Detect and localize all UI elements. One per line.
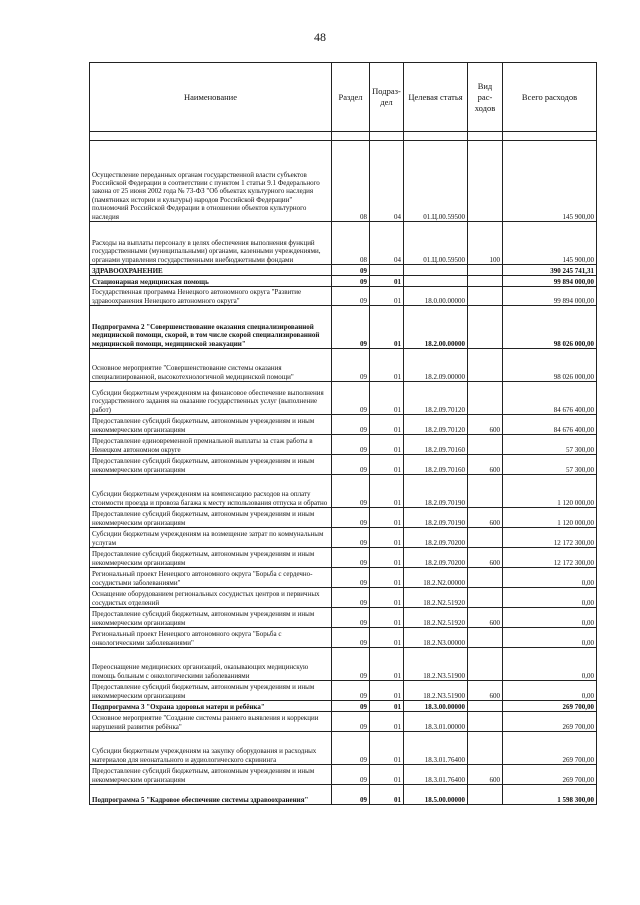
row-section: 09 bbox=[332, 382, 370, 415]
row-expense-type bbox=[468, 349, 503, 382]
row-total: 269 700,00 bbox=[503, 712, 597, 732]
row-target: 18.2.N3.51900 bbox=[404, 681, 468, 701]
header-total: Всего расходов bbox=[503, 63, 597, 132]
row-total: 98 026 000,00 bbox=[503, 306, 597, 349]
row-section: 09 bbox=[332, 276, 370, 287]
table-row bbox=[90, 528, 597, 548]
row-expense-type bbox=[468, 628, 503, 648]
row-target: 18.0.00.00000 bbox=[404, 287, 468, 306]
row-expense-type: 600 bbox=[468, 765, 503, 785]
row-name: Региональный проект Ненецкого автономного округа "Борьба с онкологическими заболеваниями" bbox=[90, 628, 332, 648]
row-section: 09 bbox=[332, 508, 370, 528]
row-subsection: 01 bbox=[370, 732, 404, 765]
row-subsection: 01 bbox=[370, 382, 404, 415]
row-target: 18.2.09.70160 bbox=[404, 455, 468, 475]
table-row bbox=[90, 455, 597, 475]
table-row bbox=[90, 475, 597, 508]
row-target: 18.2.09.70190 bbox=[404, 508, 468, 528]
row-total: 390 245 741,31 bbox=[503, 265, 597, 276]
table-row bbox=[90, 508, 597, 528]
row-name: Основное мероприятие "Совершенствование системы оказания специализированной, высокотехнологичной медицинской помощи" bbox=[90, 349, 332, 382]
table-row bbox=[90, 568, 597, 588]
row-section: 08 bbox=[332, 222, 370, 265]
row-target: 18.3.01.00000 bbox=[404, 712, 468, 732]
row-name: Осуществление переданных органам государственной власти субъектов Российской Федерации в соответствии с пунктом 1 статьи 9.1 Федерального закона от 25 июня 2002 года № 73-ФЗ "Об объектах культурного наследия (памятниках истории и культуры) народов Российской Федерации" полномочий Российской Федерации в отношении объектов культурного наследия bbox=[90, 141, 332, 222]
row-subsection: 01 bbox=[370, 765, 404, 785]
row-name: Предоставление единовременной премиальной выплаты за стаж работы в Ненецком автономном округе bbox=[90, 435, 332, 455]
row-target: 18.5.00.00000 bbox=[404, 785, 468, 805]
row-total: 0,00 bbox=[503, 608, 597, 628]
row-total: 0,00 bbox=[503, 681, 597, 701]
row-section: 09 bbox=[332, 265, 370, 276]
table-body bbox=[90, 132, 597, 805]
row-name: Подпрограмма 2 "Совершенствование оказания специализированной медицинской помощи, скорой, в том числе скорой специализированной медицинской помощи, медицинской эвакуации" bbox=[90, 306, 332, 349]
row-total: 1 120 000,00 bbox=[503, 475, 597, 508]
row-total: 145 900,00 bbox=[503, 222, 597, 265]
row-total: 145 900,00 bbox=[503, 141, 597, 222]
row-target: 01.Ц.00.59500 bbox=[404, 141, 468, 222]
row-subsection: 01 bbox=[370, 648, 404, 681]
row-name: Подпрограмма 5 "Кадровое обеспечение системы здравоохранения" bbox=[90, 785, 332, 805]
row-expense-type bbox=[468, 701, 503, 712]
row-total: 84 676 400,00 bbox=[503, 415, 597, 435]
table-row bbox=[90, 222, 597, 265]
table-row bbox=[90, 765, 597, 785]
row-total: 98 026 000,00 bbox=[503, 349, 597, 382]
row-total: 57 300,00 bbox=[503, 435, 597, 455]
table-header-row bbox=[90, 63, 597, 132]
row-subsection: 01 bbox=[370, 528, 404, 548]
row-expense-type: 600 bbox=[468, 455, 503, 475]
row-total: 0,00 bbox=[503, 568, 597, 588]
row-target: 18.2.09.70120 bbox=[404, 382, 468, 415]
row-section: 09 bbox=[332, 415, 370, 435]
header-subsection: Подраз-дел bbox=[370, 63, 404, 132]
table-row bbox=[90, 349, 597, 382]
row-subsection: 01 bbox=[370, 475, 404, 508]
budget-table bbox=[89, 62, 597, 805]
row-name: Предоставление субсидий бюджетным, автономным учреждениям и иным некоммерческим организациям bbox=[90, 608, 332, 628]
row-name: Предоставление субсидий бюджетным, автономным учреждениям и иным некоммерческим организациям bbox=[90, 415, 332, 435]
header-section: Раздел bbox=[332, 63, 370, 132]
row-total: 84 676 400,00 bbox=[503, 382, 597, 415]
row-subsection: 01 bbox=[370, 608, 404, 628]
row-subsection: 04 bbox=[370, 141, 404, 222]
row-section: 09 bbox=[332, 528, 370, 548]
row-target: 18.3.01.76400 bbox=[404, 732, 468, 765]
row-expense-type bbox=[468, 785, 503, 805]
row-section: 09 bbox=[332, 628, 370, 648]
header-target: Целевая статья bbox=[404, 63, 468, 132]
row-section: 09 bbox=[332, 732, 370, 765]
row-total: 269 700,00 bbox=[503, 732, 597, 765]
row-subsection: 01 bbox=[370, 276, 404, 287]
row-expense-type: 600 bbox=[468, 681, 503, 701]
row-subsection: 01 bbox=[370, 287, 404, 306]
row-total: 1 598 300,00 bbox=[503, 785, 597, 805]
row-expense-type bbox=[468, 475, 503, 508]
row-expense-type bbox=[468, 306, 503, 349]
table-row bbox=[90, 588, 597, 608]
row-target: 18.2.09.70200 bbox=[404, 528, 468, 548]
row-section: 09 bbox=[332, 349, 370, 382]
row-subsection: 01 bbox=[370, 306, 404, 349]
row-section: 09 bbox=[332, 435, 370, 455]
row-target: 18.2.N2.51920 bbox=[404, 588, 468, 608]
table-row bbox=[90, 141, 597, 222]
row-section: 09 bbox=[332, 306, 370, 349]
row-name: Субсидии бюджетным учреждениям на возмещение затрат по коммунальным услугам bbox=[90, 528, 332, 548]
row-expense-type bbox=[468, 648, 503, 681]
row-name: Стационарная медицинская помощь bbox=[90, 276, 332, 287]
row-section: 09 bbox=[332, 588, 370, 608]
row-name: Переоснащение медицинских организаций, оказывающих медицинскую помощь больным с онкологическими заболеваниями bbox=[90, 648, 332, 681]
row-section: 09 bbox=[332, 608, 370, 628]
row-subsection: 01 bbox=[370, 349, 404, 382]
row-total: 57 300,00 bbox=[503, 455, 597, 475]
row-target: 18.2.N2.00000 bbox=[404, 568, 468, 588]
row-section: 09 bbox=[332, 712, 370, 732]
row-expense-type: 600 bbox=[468, 415, 503, 435]
spacer-row bbox=[90, 132, 597, 141]
row-total: 12 172 300,00 bbox=[503, 528, 597, 548]
row-total: 99 894 000,00 bbox=[503, 276, 597, 287]
table-row bbox=[90, 785, 597, 805]
row-section: 09 bbox=[332, 475, 370, 508]
row-total: 269 700,00 bbox=[503, 765, 597, 785]
row-target bbox=[404, 265, 468, 276]
row-total: 99 894 000,00 bbox=[503, 287, 597, 306]
table-row bbox=[90, 435, 597, 455]
table-row bbox=[90, 265, 597, 276]
row-section: 09 bbox=[332, 765, 370, 785]
row-subsection: 01 bbox=[370, 415, 404, 435]
row-total: 0,00 bbox=[503, 588, 597, 608]
row-name: Предоставление субсидий бюджетным, автономным учреждениям и иным некоммерческим организациям bbox=[90, 455, 332, 475]
row-name: Предоставление субсидий бюджетным, автономным учреждениям и иным некоммерческим организациям bbox=[90, 681, 332, 701]
row-subsection: 01 bbox=[370, 508, 404, 528]
row-expense-type: 600 bbox=[468, 548, 503, 568]
row-subsection: 01 bbox=[370, 681, 404, 701]
row-subsection: 01 bbox=[370, 712, 404, 732]
row-target: 18.3.00.00000 bbox=[404, 701, 468, 712]
row-target: 18.3.01.76400 bbox=[404, 765, 468, 785]
row-expense-type: 600 bbox=[468, 608, 503, 628]
table-row bbox=[90, 382, 597, 415]
table-row bbox=[90, 415, 597, 435]
header-expense-type: Вид рас-ходов bbox=[468, 63, 503, 132]
row-expense-type bbox=[468, 712, 503, 732]
row-name: Субсидии бюджетным учреждениям на закупку оборудования и расходных материалов для неонатального и аудиологического скрининга bbox=[90, 732, 332, 765]
row-target: 18.2.09.70120 bbox=[404, 415, 468, 435]
table-row bbox=[90, 648, 597, 681]
row-expense-type: 100 bbox=[468, 222, 503, 265]
row-name: Субсидии бюджетным учреждениям на финансовое обеспечение выполнения государственного задания на оказание государственных услуг (выполнение работ) bbox=[90, 382, 332, 415]
row-expense-type bbox=[468, 568, 503, 588]
row-target: 18.2.09.00000 bbox=[404, 349, 468, 382]
row-subsection bbox=[370, 265, 404, 276]
row-section: 09 bbox=[332, 548, 370, 568]
table-row bbox=[90, 732, 597, 765]
row-name: Оснащение оборудованием региональных сосудистых центров и первичных сосудистых отделений bbox=[90, 588, 332, 608]
row-subsection: 04 bbox=[370, 222, 404, 265]
row-total: 1 120 000,00 bbox=[503, 508, 597, 528]
row-name: Государственная программа Ненецкого автономного округа "Развитие здравоохранения Ненецкого автономного округа" bbox=[90, 287, 332, 306]
row-target: 18.2.09.70160 bbox=[404, 435, 468, 455]
row-name: Основное мероприятие "Создание системы раннего выявления и коррекции нарушений развития ребёнка" bbox=[90, 712, 332, 732]
row-subsection: 01 bbox=[370, 588, 404, 608]
table-row bbox=[90, 287, 597, 306]
row-target bbox=[404, 276, 468, 287]
row-subsection: 01 bbox=[370, 701, 404, 712]
row-name: Предоставление субсидий бюджетным, автономным учреждениям и иным некоммерческим организациям bbox=[90, 765, 332, 785]
row-name: Субсидии бюджетным учреждениям на компенсацию расходов на оплату стоимости проезда и провоза багажа к месту использования отпуска и обратно bbox=[90, 475, 332, 508]
row-target: 18.2.N3.00000 bbox=[404, 628, 468, 648]
row-name: Региональный проект Ненецкого автономного округа "Борьба с сердечно-сосудистыми заболеваниями" bbox=[90, 568, 332, 588]
table-row bbox=[90, 701, 597, 712]
row-expense-type bbox=[468, 141, 503, 222]
row-section: 09 bbox=[332, 568, 370, 588]
row-total: 12 172 300,00 bbox=[503, 548, 597, 568]
row-expense-type bbox=[468, 435, 503, 455]
row-section: 09 bbox=[332, 701, 370, 712]
row-section: 09 bbox=[332, 455, 370, 475]
header-name: Наименование bbox=[90, 63, 332, 132]
row-name: Расходы на выплаты персоналу в целях обеспечения выполнения функций государственными (муниципальными) органами, казенными учреждениями, органами управления государственными внебюджетными фондами bbox=[90, 222, 332, 265]
row-target: 18.2.09.70190 bbox=[404, 475, 468, 508]
row-expense-type bbox=[468, 528, 503, 548]
row-name: Предоставление субсидий бюджетным, автономным учреждениям и иным некоммерческим организациям bbox=[90, 508, 332, 528]
row-section: 09 bbox=[332, 648, 370, 681]
row-expense-type bbox=[468, 276, 503, 287]
row-target: 18.2.00.00000 bbox=[404, 306, 468, 349]
row-total: 0,00 bbox=[503, 648, 597, 681]
row-name: Предоставление субсидий бюджетным, автономным учреждениям и иным некоммерческим организациям bbox=[90, 548, 332, 568]
row-subsection: 01 bbox=[370, 785, 404, 805]
row-expense-type: 600 bbox=[468, 508, 503, 528]
row-subsection: 01 bbox=[370, 628, 404, 648]
row-name: Подпрограмма 3 "Охрана здоровья матери и ребёнка" bbox=[90, 701, 332, 712]
row-subsection: 01 bbox=[370, 548, 404, 568]
row-expense-type bbox=[468, 265, 503, 276]
row-subsection: 01 bbox=[370, 435, 404, 455]
row-section: 08 bbox=[332, 141, 370, 222]
row-target: 18.2.09.70200 bbox=[404, 548, 468, 568]
table-row bbox=[90, 681, 597, 701]
row-subsection: 01 bbox=[370, 455, 404, 475]
table-row bbox=[90, 276, 597, 287]
row-section: 09 bbox=[332, 681, 370, 701]
row-target: 01.Ц.00.59500 bbox=[404, 222, 468, 265]
table-row bbox=[90, 712, 597, 732]
row-subsection: 01 bbox=[370, 568, 404, 588]
row-target: 18.2.N3.51900 bbox=[404, 648, 468, 681]
row-total: 269 700,00 bbox=[503, 701, 597, 712]
table-row bbox=[90, 306, 597, 349]
row-expense-type bbox=[468, 732, 503, 765]
row-name: ЗДРАВООХРАНЕНИЕ bbox=[90, 265, 332, 276]
row-target: 18.2.N2.51920 bbox=[404, 608, 468, 628]
table-row bbox=[90, 548, 597, 568]
row-section: 09 bbox=[332, 785, 370, 805]
table-row bbox=[90, 628, 597, 648]
table-row bbox=[90, 608, 597, 628]
page-number: 48 bbox=[314, 30, 326, 44]
row-section: 09 bbox=[332, 287, 370, 306]
row-expense-type bbox=[468, 382, 503, 415]
row-expense-type bbox=[468, 588, 503, 608]
row-expense-type bbox=[468, 287, 503, 306]
row-total: 0,00 bbox=[503, 628, 597, 648]
